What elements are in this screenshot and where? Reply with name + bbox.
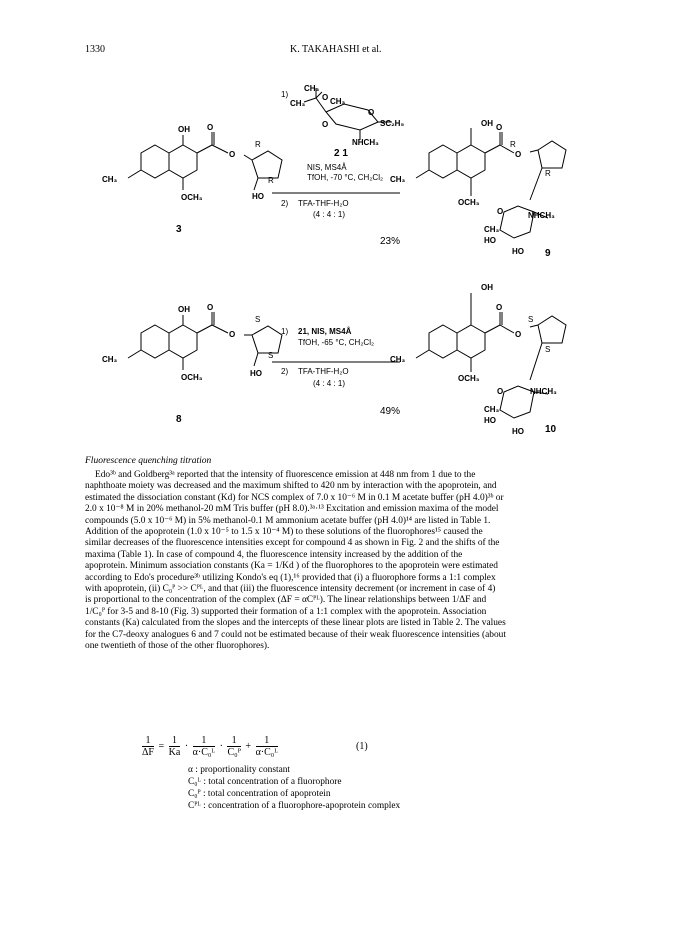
step-number: 2) (281, 367, 289, 376)
paragraph-line: compounds (5.0 x 10⁻⁶ M) in 5% methanol-0.1 M ammonium acetate buffer (pH 4.0)¹⁴ are listed in Table 1. (85, 515, 491, 526)
yield-label: 49% (380, 406, 401, 417)
atom-label: O (322, 93, 329, 102)
atom-label: CH₃ (390, 175, 406, 184)
equation-fraction: $\frac{1}{\text{C₀ᴾ}}$ (227, 735, 241, 758)
paragraph-line: one twentieth of those of the other fluorophores). (85, 641, 270, 652)
atom-label: CH₃ (330, 97, 346, 106)
running-head: K. TAKAHASHI et al. (290, 44, 382, 55)
atom-label: OCH₃ (181, 193, 203, 202)
atom-label: HO (250, 369, 262, 378)
atom-label: S (528, 315, 534, 324)
atom-label: O (497, 207, 504, 216)
section-title: Fluorescence quenching titration (85, 456, 212, 466)
atom-label: CH₃ (102, 355, 118, 364)
operator: · (184, 740, 189, 752)
paragraph-line: maxima (Table 1). In case of compound 4, the fluorescence intensity increased by the addition of the (85, 549, 463, 560)
atom-label: OCH₃ (458, 198, 480, 207)
paragraph-line: Addition of the apoprotein (1.0 x 10⁻⁵ to 1.5 x 10⁻⁴ M) to these solutions of the fluorophores¹⁵ caused the (85, 527, 483, 538)
atom-label: SC₂H₅ (380, 119, 405, 128)
equation-fraction: $\frac{1}{\Delta F}$ (142, 735, 154, 758)
atom-label: CH₃ (304, 84, 320, 93)
legend-line: α : proportionality constant (188, 765, 291, 775)
paragraph-line: 1/C₀ᴾ for 3-5 and 8-10 (Fig. 3) supported their formation of a 1:1 complex with the apoprotein. Association (85, 606, 487, 617)
atom-label: HO (252, 192, 264, 201)
conditions-line: (4 : 4 : 1) (313, 210, 346, 219)
atom-label: O (229, 330, 236, 339)
legend-line: C₀ᴸ : total concentration of a fluorophore (188, 777, 342, 787)
atom-label: OH (481, 119, 493, 128)
atom-label: OH (178, 305, 190, 314)
atom-label: S (255, 315, 261, 324)
atom-label: R (255, 140, 261, 149)
paragraph-line: is proportional to the concentration of the complex (ΔF = αCᴾᴸ). The linear relationships between 1/ΔF and (85, 595, 487, 606)
glycoside-21-structure (304, 88, 392, 140)
atom-label: O (515, 330, 522, 339)
body-paragraph (85, 470, 597, 653)
compound-label-9: 9 (545, 248, 551, 259)
operator: + (245, 740, 252, 752)
atom-label: OCH₃ (458, 374, 480, 383)
conditions-line: (4 : 4 : 1) (313, 379, 346, 388)
paragraph-line: with apoprotein, (ii) C₀ᴾ >> Cᴾᴸ, and that (iii) the fluorescence intensity decrement (or increment in case of 4) (85, 584, 496, 595)
atom-label: O (322, 120, 329, 129)
atom-label: HO (512, 247, 524, 256)
equation-fraction: $\frac{1}{Ka}$ (168, 735, 181, 758)
step-number: 2) (281, 199, 289, 208)
equation-number: (1) (356, 741, 368, 752)
page-number: 1330 (85, 44, 105, 55)
atom-label: O (368, 108, 375, 117)
compound-label-8: 8 (176, 414, 182, 425)
atom-label: CH₃ (484, 405, 500, 414)
atom-label: O (496, 303, 503, 312)
paragraph-line: similar decreases of the fluorescence intensities except for compound 4 as shown in Fig. 2 and the shifts of the (85, 538, 500, 549)
step-number: 1) (281, 327, 289, 336)
atom-label: HO (484, 236, 496, 245)
paragraph-line: for the C7-deoxy analogues 6 and 7 could not be estimated because of their weak fluorescence intensities (about (85, 629, 506, 640)
conditions-line: TFA-THF-H₂O (298, 367, 349, 376)
equation-legend (188, 764, 400, 812)
legend-line: C₀ᴾ : total concentration of apoprotein (188, 789, 331, 799)
equation-fraction: $\frac{1}{\text{α·C₀ᴸ}}$ (192, 735, 216, 758)
conditions-line: TfOH, -70 °C, CH₂Cl₂ (307, 173, 384, 182)
paragraph-line: 2.0 x 10⁻⁸ M in 20% methanol-20 mM Tris buffer (pH 8.0).³ᵃ·¹³ Excitation and emission maxima of the model (85, 504, 499, 515)
atom-label: O (207, 303, 214, 312)
atom-label: R (545, 169, 551, 178)
atom-label: OCH₃ (181, 373, 203, 382)
atom-label: S (268, 351, 274, 360)
atom-label: HO (512, 427, 524, 436)
operator: · (219, 740, 223, 752)
conditions-line: 21, NIS, MS4Å (298, 327, 352, 336)
paragraph-line: naphthoate moiety was decreased and the maximum shifted to 420 nm by interaction with the apoprotein, and (85, 481, 497, 492)
atom-label: O (229, 150, 236, 159)
conditions-line: TfOH, -65 °C, CH₂Cl₂ (298, 338, 375, 347)
atom-label: NHCH₃ (528, 211, 555, 220)
atom-label: O (515, 150, 522, 159)
atom-label: OH (178, 125, 190, 134)
atom-label: NHCH₃ (530, 387, 557, 396)
paragraph-line: estimated the dissociation constant (Kd) for NCS complex of 7.0 x 10⁻⁶ M in 0.1 M acetate buffer (pH 4.0)³ᵇ or (85, 492, 504, 503)
reagent-label-21: 2 1 (334, 148, 348, 159)
conditions-line: TFA-THF-H₂O (298, 199, 349, 208)
atom-label: O (496, 123, 503, 132)
atom-label: CH₃ (390, 355, 406, 364)
reaction-scheme (0, 0, 680, 460)
paragraph-line: according to Edo's procedure³ᵇ utilizing Kondo's eq (1),¹⁶ provided that (i) a fluorophore forms a 1:1 complex (85, 572, 496, 583)
atom-label: S (545, 345, 551, 354)
step-number: 1) (281, 90, 289, 99)
atom-label: HO (484, 416, 496, 425)
compound-9-structure (416, 128, 566, 238)
paragraph-line: apoprotein. Minimum association constants (Ka = 1/Kd ) of the fluorophores to the apoprotein were estimated (85, 561, 498, 572)
kondo-equation (140, 735, 280, 758)
conditions-line: NIS, MS4Å (307, 163, 347, 172)
atom-label: CH₃ (290, 99, 306, 108)
atom-label: CH₃ (102, 175, 118, 184)
atom-label: CH₃ (484, 225, 500, 234)
atom-label: O (207, 123, 214, 132)
yield-label: 23% (380, 236, 401, 247)
compound-label-10: 10 (545, 424, 557, 435)
atom-label: R (510, 140, 516, 149)
equation-fraction: $\frac{1}{\text{α·C₀ᴸ}}$ (255, 735, 278, 758)
atom-label: NHCH₃ (352, 138, 379, 147)
atom-label: R (268, 176, 274, 185)
legend-line: Cᴾᴸ : concentration of a fluorophore-apoprotein complex (188, 801, 401, 811)
paragraph-line: constants (Ka) calculated from the slopes and the intercepts of these linear plots are listed in Table 2. The values (85, 618, 506, 629)
atom-label: OH (481, 283, 493, 292)
compound-10-structure (416, 293, 566, 418)
compound-label-3: 3 (176, 224, 182, 235)
paragraph-line: Edo³ᵇ and Goldberg³ᵃ reported that the intensity of fluorescence emission at 448 nm from 1 due to the (95, 470, 476, 480)
equals-sign: = (158, 740, 165, 752)
atom-label: O (497, 387, 504, 396)
